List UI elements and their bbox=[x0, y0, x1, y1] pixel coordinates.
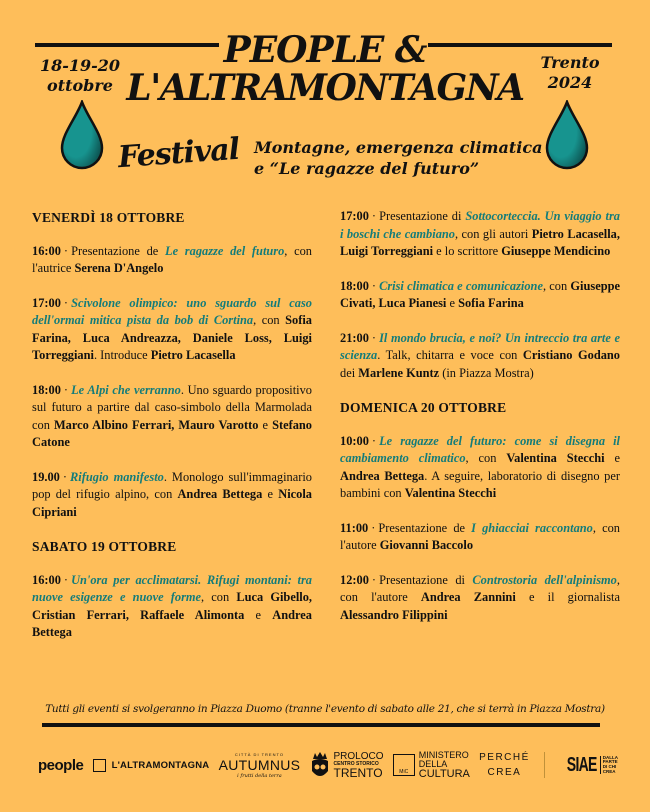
event-time: 18:00 bbox=[32, 382, 61, 397]
event-title: Le ragazze del futuro: come si disegna il cambiamento climatico bbox=[340, 433, 620, 465]
event-item: 17:00 · Presentazione di Sottocorteccia. Un viaggio tra i boschi che cambiano, con gli autori Pietro Lacasella, Luigi Torreggiani e lo scrittore Giuseppe Mendicino bbox=[340, 209, 620, 258]
event-title: Rifugio manifesto bbox=[70, 469, 164, 484]
event-people: Stefano Catone bbox=[32, 417, 312, 449]
event-people: Andrea Bettega bbox=[340, 468, 425, 483]
water-drop-icon bbox=[60, 100, 104, 170]
proloco-mask-icon bbox=[310, 751, 330, 779]
festival-script-label: Festival bbox=[116, 131, 241, 176]
subtitle-line1: Montagne, emergenza climatica bbox=[254, 138, 543, 157]
event-item: 16:00 · Un'ora per acclimatarsi. Rifugi montani: tra nuove esigenze e nuove forme, con Luca Gibello, Cristian Ferrari, Raffaele Alimonta e Andrea Bettega bbox=[32, 572, 312, 639]
event-title: Crisi climatica e comunicazione bbox=[379, 278, 543, 293]
event-title: Scivolone olimpico: uno sguardo sul caso dell'ormai mitica pista da bob di Cortina bbox=[32, 295, 312, 327]
event-people: Luca Gibello, Cristian Ferrari, Raffaele Alimonta bbox=[32, 590, 312, 622]
program-column-right bbox=[340, 208, 620, 641]
event-time: 10:00 bbox=[340, 433, 369, 448]
event-people: Sofia Farina, Luca Andreazza, Daniele Loss, Luigi Torreggiani bbox=[32, 313, 312, 362]
festival-dates bbox=[30, 56, 130, 96]
festival-place bbox=[520, 53, 620, 93]
event-title: Controstoria dell'alpinismo bbox=[472, 572, 617, 587]
day-heading-friday: VENERDÌ 18 OTTOBRE bbox=[32, 210, 185, 225]
subtitle-line2: e “Le ragazze del futuro” bbox=[254, 159, 480, 178]
event-people: Nicola Cipriani bbox=[32, 487, 312, 519]
event-item: 11:00 · Presentazione de I ghiacciai raccontano, con l'autore Giovanni Baccolo bbox=[340, 520, 620, 552]
event-item: 12:00 · Presentazione di Controstoria dell'alpinismo, con l'autore Andrea Zannini e il giornalista Alessandro Filippini bbox=[340, 572, 620, 622]
event-time: 19.00 bbox=[32, 469, 60, 484]
place-year: 2024 bbox=[547, 73, 593, 92]
event-people: Giuseppe Civati, Luca Pianesi bbox=[340, 278, 620, 310]
event-people: Pietro Lacasella bbox=[150, 348, 236, 362]
event-title: Il mondo brucia, e noi? Un intreccio tra arte e scienza bbox=[340, 330, 620, 362]
event-title: I ghiacciai raccontano bbox=[471, 520, 593, 535]
event-time: 11:00 bbox=[340, 520, 369, 535]
venue-note: Tutti gli eventi si svolgeranno in Piazza Duomo (tranne l'evento di sabato alle 21, che si terrà in Piazza Mostra) bbox=[45, 703, 605, 715]
mic-mark-icon: MiC bbox=[393, 754, 415, 776]
event-people: Pietro Lacasella, Luigi Torreggiani bbox=[340, 226, 620, 258]
event-people: Andrea Bettega bbox=[177, 487, 263, 501]
festival-subtitle bbox=[254, 137, 542, 179]
logo-ministero-cultura: MiC MINISTERO DELLA CULTURA bbox=[393, 751, 470, 780]
event-title: Le Alpi che verranno bbox=[71, 382, 181, 397]
event-people: Marco Albino Ferrari, Mauro Varotto bbox=[53, 417, 259, 432]
dates-month: ottobre bbox=[47, 76, 113, 95]
day-heading-sunday: DOMENICA 20 OTTOBRE bbox=[340, 400, 507, 415]
logo-people: people bbox=[38, 756, 84, 774]
event-time: 16:00 bbox=[32, 572, 61, 587]
event-title: Le ragazze del futuro bbox=[165, 243, 285, 258]
event-people: Andrea Zannini bbox=[420, 590, 516, 604]
event-time: 16:00 bbox=[32, 243, 61, 258]
festival-header bbox=[0, 0, 650, 200]
event-time: 17:00 bbox=[340, 209, 369, 223]
event-item: 10:00 · Le ragazze del futuro: come si disegna il cambiamento climatico, con Valentina Stecchi e Andrea Bettega. A seguire, laboratorio di disegno per bambini con Valentina Stecchi bbox=[340, 433, 620, 500]
event-time: 21:00 bbox=[340, 330, 369, 345]
water-drop-icon bbox=[545, 100, 589, 170]
dates-days: 18-19-20 bbox=[39, 56, 121, 75]
festival-title-line1: PEOPLE & bbox=[223, 29, 427, 71]
event-item: 16:00 · Presentazione de Le ragazze del futuro, con l'autrice Serena D'Angelo bbox=[32, 243, 313, 275]
event-people: Valentina Stecchi bbox=[506, 451, 605, 465]
event-people: Cristiano Godano bbox=[522, 348, 620, 362]
sponsor-logos bbox=[38, 745, 618, 785]
event-title: Un'ora per acclimatarsi. Rifugi montani: tra nuove esigenze e nuove forme bbox=[32, 572, 312, 604]
festival-title-line2: L'ALTRAMONTAGNA bbox=[126, 67, 524, 109]
day-heading-saturday: SABATO 19 OTTOBRE bbox=[32, 539, 177, 554]
event-people: Marlene Kuntz bbox=[358, 365, 440, 380]
event-people: Andrea Bettega bbox=[32, 607, 312, 639]
event-people: Sofia Farina bbox=[458, 296, 524, 310]
event-time: 17:00 bbox=[32, 295, 61, 310]
event-people: Valentina Stecchi bbox=[404, 486, 497, 500]
footer-rule bbox=[42, 723, 600, 727]
program-column-left bbox=[32, 205, 312, 659]
event-item: 18:00 · Crisi climatica e comunicazione, con Giuseppe Civati, Luca Pianesi e Sofia Farina bbox=[340, 278, 620, 310]
logo-autumnus: CITTÀ DI TRENTO AUTUMNUS i frutti della terra bbox=[218, 751, 301, 779]
event-item: 17:00 · Scivolone olimpico: uno sguardo sul caso dell'ormai mitica pista da bob di Cortina, con Sofia Farina, Luca Andreazza, Daniele Loss, Luigi Torreggiani. Introduce Pietro Lacasella bbox=[32, 295, 312, 362]
place-city: Trento bbox=[540, 53, 600, 72]
event-people: Giuseppe Mendicino bbox=[501, 244, 611, 258]
event-item: 21:00 · Il mondo brucia, e noi? Un intreccio tra arte e scienza. Talk, chitarra e voce con Cristiano Godano dei Marlene Kuntz (in Piazza Mostra) bbox=[340, 330, 620, 380]
event-time: 12:00 bbox=[340, 572, 369, 587]
logo-proloco-trento: PROLOCO CENTRO STORICO TRENTO bbox=[310, 751, 384, 779]
event-people: Serena D'Angelo bbox=[74, 261, 164, 275]
altramontagna-mark-icon bbox=[93, 759, 106, 772]
event-item: 18:00 · Le Alpi che verranno. Uno sguardo propositivo sul futuro a partire dal caso-simbolo della Marmolada con Marco Albino Ferrari, Mauro Varotto e Stefano Catone bbox=[32, 382, 313, 449]
logo-perche-crea: PERCHÉ CREA bbox=[479, 752, 545, 778]
event-title: Sottocorteccia. Un viaggio tra i boschi che cambiano bbox=[340, 209, 620, 241]
logo-altramontagna: L'ALTRAMONTAGNA bbox=[93, 759, 210, 772]
event-people: Alessandro Filippini bbox=[340, 607, 448, 622]
logo-siae: SIAE DALLA PARTE DI CHI CREA bbox=[566, 753, 618, 776]
event-people: Giovanni Baccolo bbox=[379, 538, 474, 552]
event-item: 19.00 · Rifugio manifesto. Monologo sull'immaginario pop del rifugio alpino, con Andrea Bettega e Nicola Cipriani bbox=[32, 469, 312, 519]
event-time: 18:00 bbox=[340, 278, 369, 293]
